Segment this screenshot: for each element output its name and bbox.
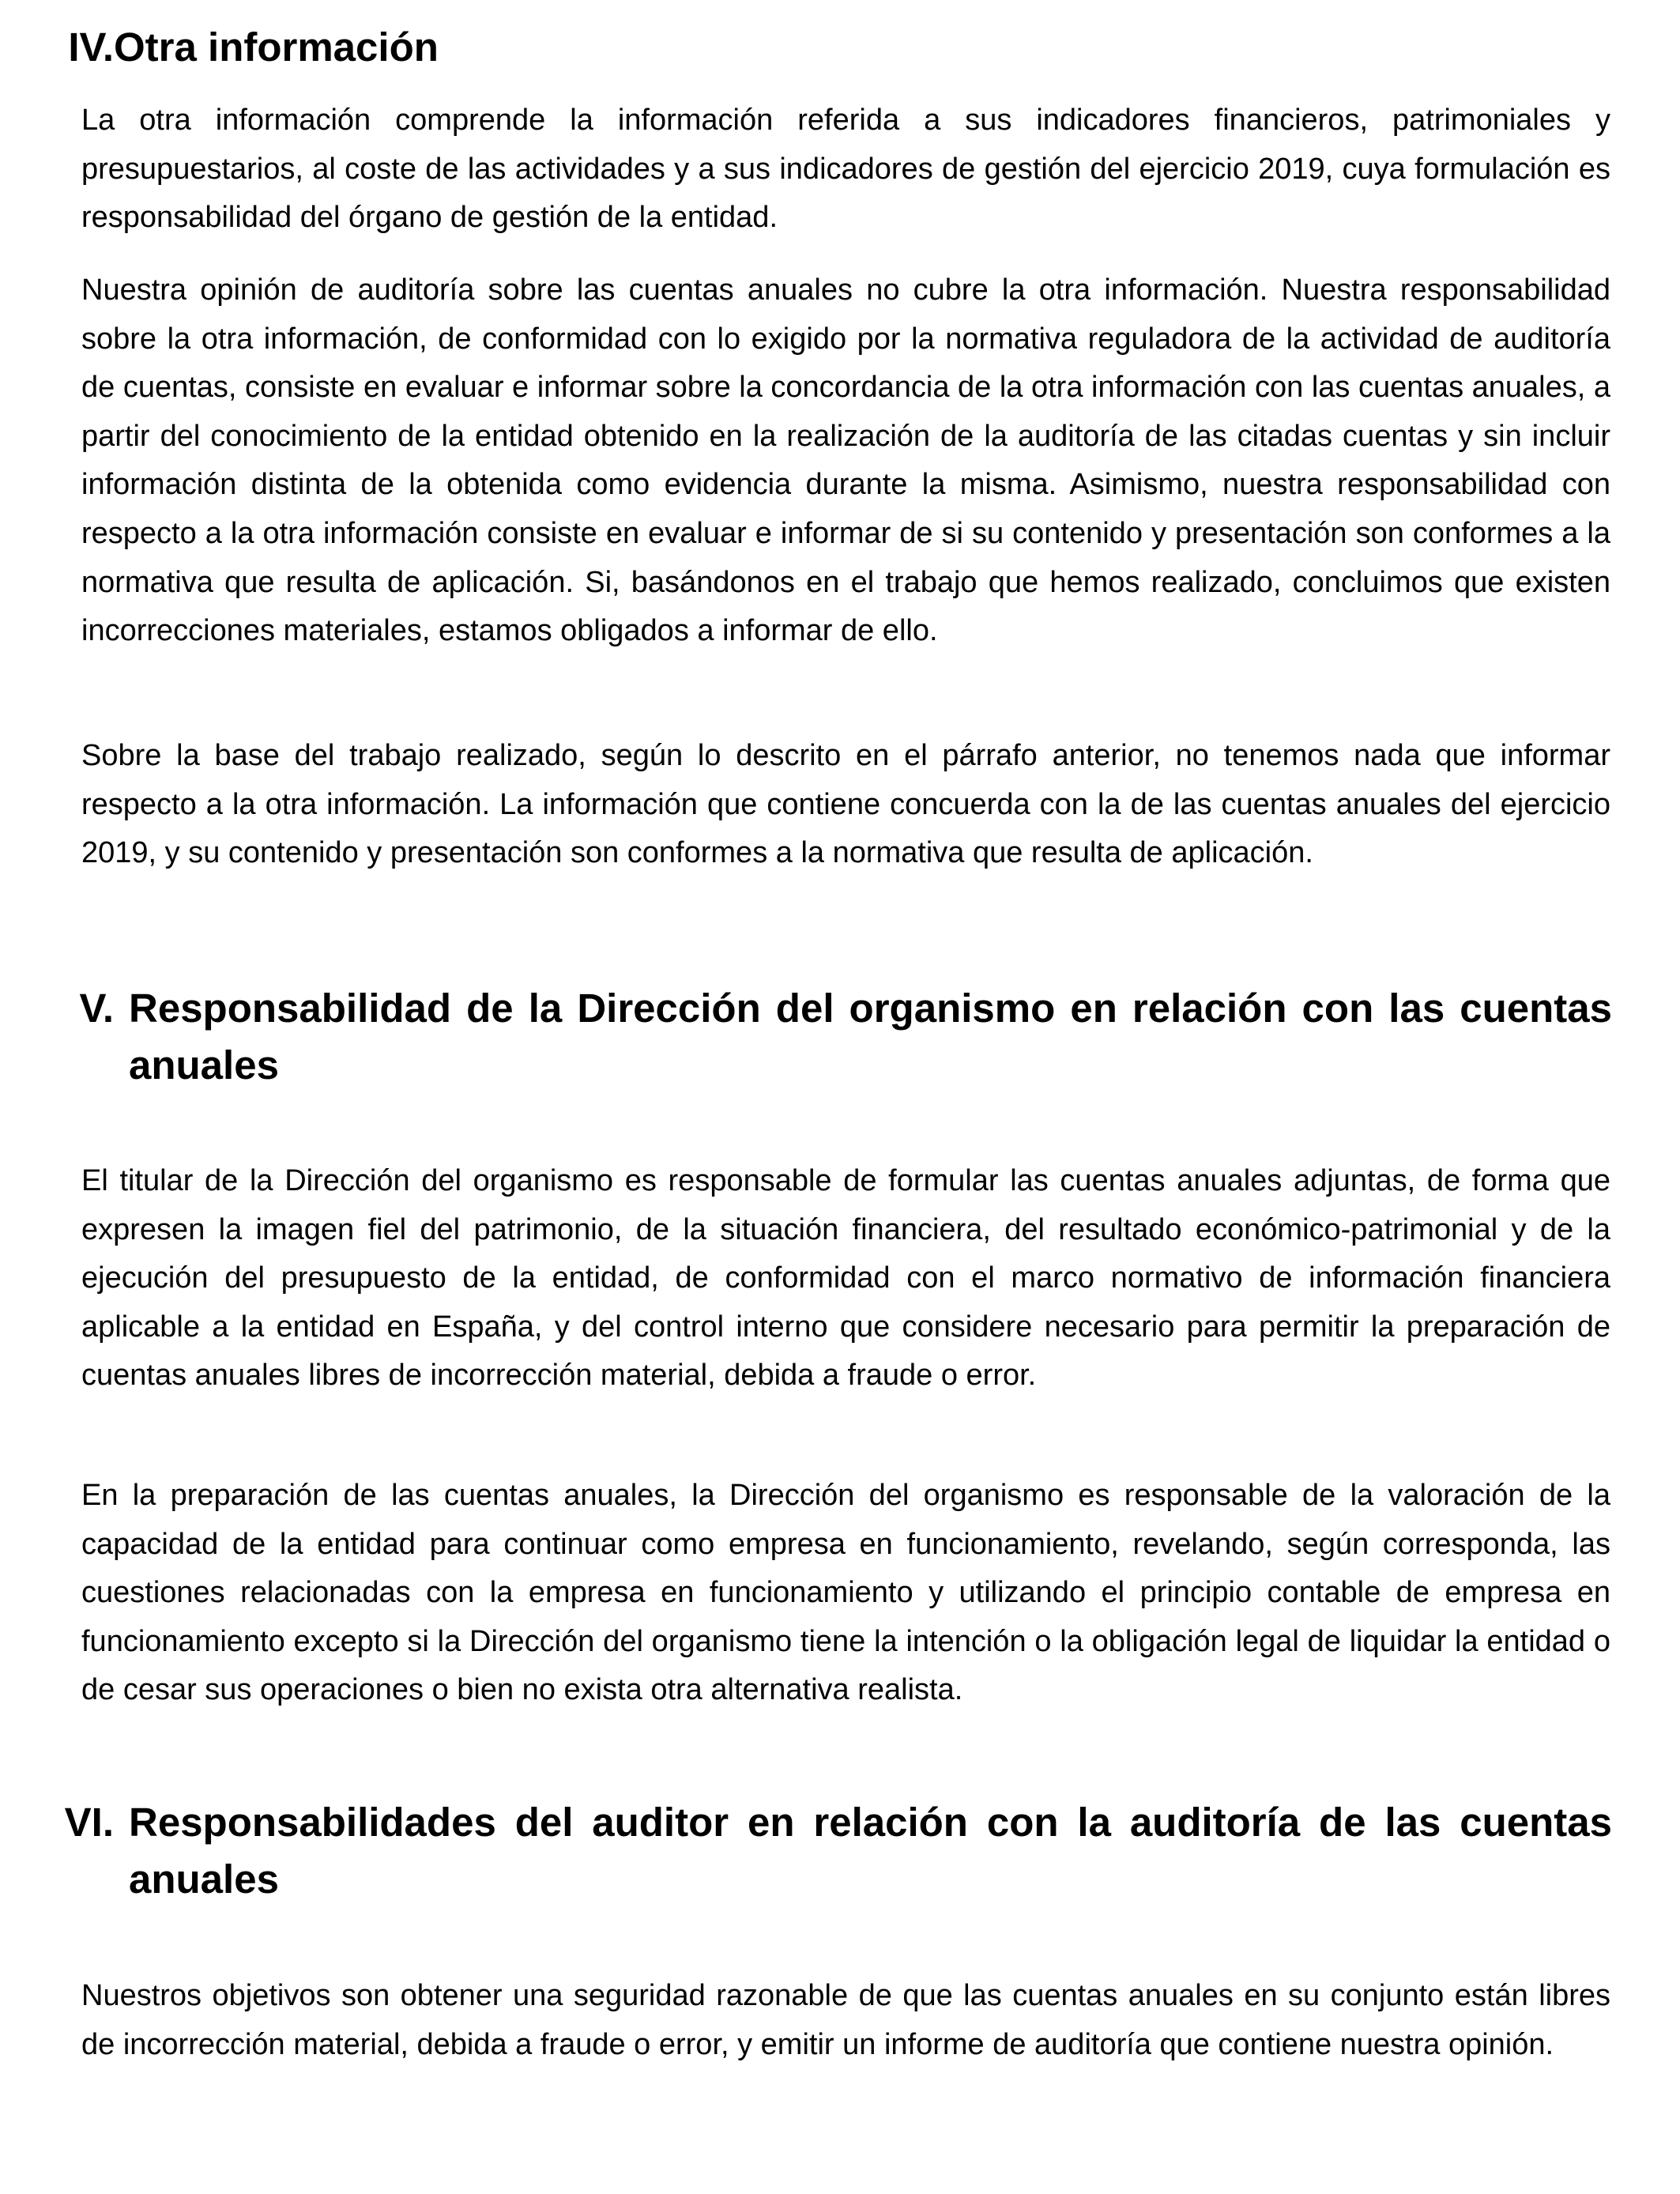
paragraph: En la preparación de las cuentas anuales, la Dirección del organismo es responsable de la valoración de la capacidad de la entidad para continuar como empresa en funcionamiento, revelando, según corresponda, las cuestiones relacionadas con la empresa en funcionamiento y utilizando el principio contable de empresa en funcionamiento excepto si la Dirección del organismo tiene la intención o la obligación legal de liquidar la entidad o de cesar sus operaciones o bien no exista otra alternativa realista. bbox=[81, 1479, 1610, 1707]
section-title: Responsabilidad de la Dirección del organismo en relación con las cuentas anuales bbox=[129, 986, 1612, 1088]
section-number: VI. bbox=[64, 1800, 114, 1845]
section-heading-vi bbox=[0, 1794, 1612, 1908]
section-heading-iv bbox=[0, 19, 1612, 76]
section-title: Otra información bbox=[114, 25, 439, 70]
section-number: IV. bbox=[68, 25, 114, 70]
paragraph: Sobre la base del trabajo realizado, según lo descrito en el párrafo anterior, no tenemos nada que informar respecto a la otra información. La información que contiene concuerda con la de las cuentas anuales del ejercicio 2019, y su contenido y presentación son conformes a la normativa que resulta de aplicación. bbox=[81, 739, 1610, 870]
section-heading-v bbox=[0, 980, 1612, 1094]
paragraph: La otra información comprende la información referida a sus indicadores financieros, patrimoniales y presupuestarios, al coste de las actividades y a sus indicadores de gestión del ejercicio 2019, cuya formulación es responsabilidad del órgano de gestión de la entidad. bbox=[81, 104, 1610, 235]
paragraph: Nuestros objetivos son obtener una seguridad razonable de que las cuentas anuales en su conjunto están libres de incorrección material, debida a fraude o error, y emitir un informe de auditoría que contiene nuestra opinión. bbox=[81, 1979, 1610, 2061]
paragraph: Nuestra opinión de auditoría sobre las cuentas anuales no cubre la otra información. Nuestra responsabilidad sobre la otra información, de conformidad con lo exigido por la normativa reguladora de la actividad de auditoría de cuentas, consiste en evaluar e informar sobre la concordancia de la otra información con las cuentas anuales, a partir del conocimiento de la entidad obtenido en la realización de la auditoría de las citadas cuentas y sin incluir información distinta de la obtenida como evidencia durante la misma. Asimismo, nuestra responsabilidad con respecto a la otra información consiste en evaluar e informar de si su contenido y presentación son conformes a la normativa que resulta de aplicación. Si, basándonos en el trabajo que hemos realizado, concluimos que existen incorrecciones materiales, estamos obligados a informar de ello. bbox=[81, 273, 1610, 648]
section-title: Responsabilidades del auditor en relación con la auditoría de las cuentas anuales bbox=[129, 1800, 1612, 1902]
section-number: V. bbox=[79, 986, 114, 1031]
paragraph: El titular de la Dirección del organismo es responsable de formular las cuentas anuales adjuntas, de forma que expresen la imagen fiel del patrimonio, de la situación financiera, del resultado económico-patrimonial y de la ejecución del presupuesto de la entidad, de conformidad con el marco normativo de información financiera aplicable a la entidad en España, y del control interno que considere necesario para permitir la preparación de cuentas anuales libres de incorrección material, debida a fraude o error. bbox=[81, 1164, 1610, 1393]
